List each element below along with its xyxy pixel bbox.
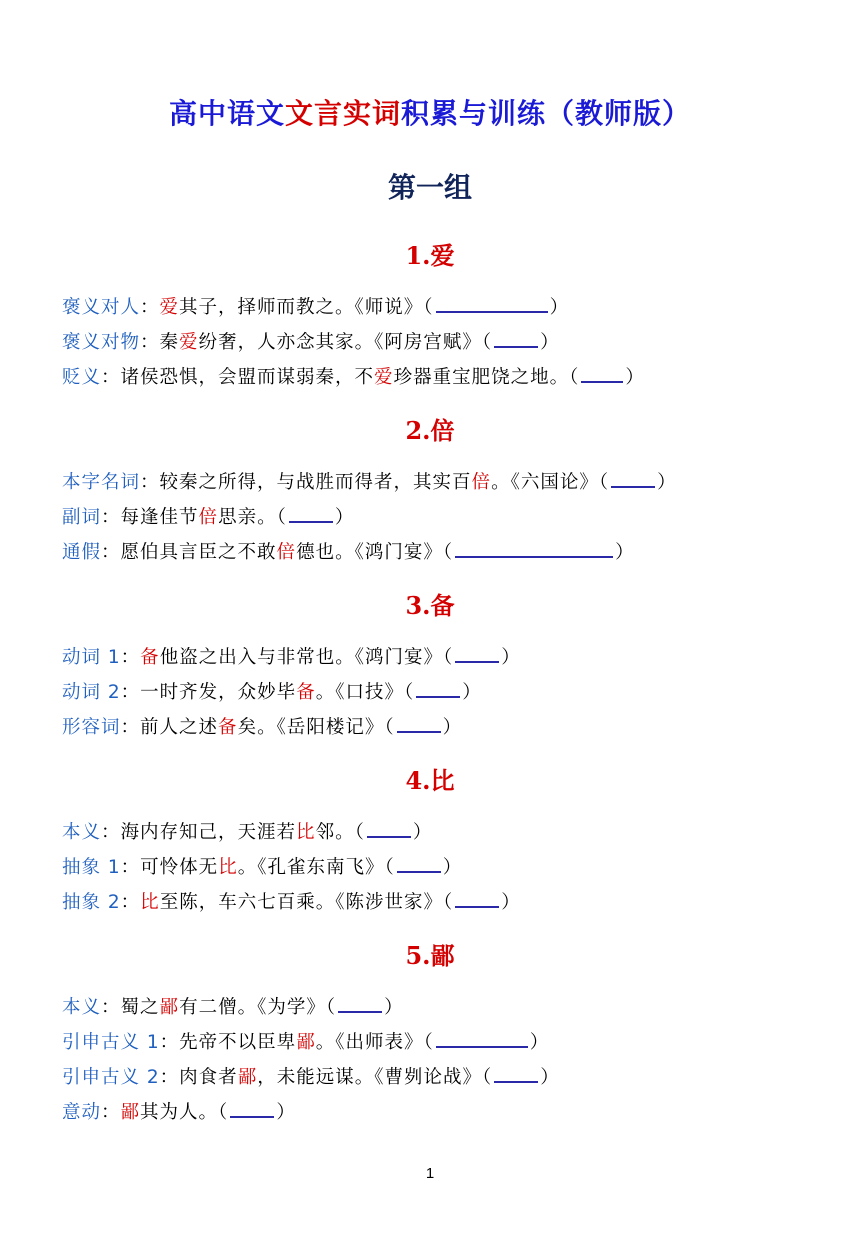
entry-label: 动词 2 (62, 682, 121, 703)
entry-text-post: 至陈，车六七百乘。《陈涉世家》（ (159, 892, 454, 913)
answer-blank[interactable] (611, 468, 655, 488)
highlight-word: 备 (218, 717, 238, 738)
highlight-word: 爱 (159, 297, 180, 318)
entry-line (62, 328, 560, 356)
entry-text-post: 其子，择师而教之。《师说》（ (179, 297, 434, 318)
colon: ： (101, 1102, 121, 1123)
entry-text-pre: 愿伯具言臣之不敢 (120, 542, 277, 563)
answer-blank[interactable] (494, 328, 538, 348)
section-head-5: 5.鄙 (405, 941, 455, 970)
close-paren: ） (529, 1032, 550, 1053)
entry-text-post: 他盗之出入与非常也。《鸿门宴》（ (159, 647, 454, 668)
entry-text-post: 其为人。（ (140, 1102, 229, 1123)
close-paren: ） (540, 1067, 560, 1088)
highlight-word: 比 (218, 857, 238, 878)
close-paren: ） (549, 297, 570, 318)
entry-text-pre: 一时齐发，众妙毕 (140, 682, 297, 703)
title-part-1: 高中语文 (168, 97, 285, 130)
close-paren: ） (442, 857, 463, 878)
highlight-word: 备 (140, 647, 160, 668)
entry-text-post: 有二僧。《为学》（ (179, 997, 337, 1018)
entry-label: 引申古义 2 (62, 1067, 160, 1088)
entry-text-pre: 诸侯恐惧，会盟而谋弱秦，不 (120, 367, 375, 388)
entry-label: 副词 (62, 507, 102, 528)
answer-blank[interactable] (494, 1063, 538, 1083)
colon: ： (101, 367, 121, 388)
entry-text-post: 矣。《岳阳楼记》（ (237, 717, 395, 738)
highlight-word: 倍 (471, 472, 492, 493)
close-paren: ） (462, 682, 482, 703)
title-part-2: 文言实词 (284, 97, 401, 130)
entry-line (62, 538, 635, 566)
entry-label: 动词 1 (62, 647, 121, 668)
highlight-word: 爱 (179, 332, 199, 353)
answer-blank[interactable] (455, 643, 499, 663)
entry-label: 抽象 2 (62, 892, 121, 913)
entry-text-post: 。《六国论》（ (491, 472, 610, 493)
colon: ： (120, 717, 141, 738)
entry-text-post: 纷奢，人亦念其家。《阿房宫赋》（ (198, 332, 493, 353)
entry-text-post: 。《出师表》（ (315, 1032, 434, 1053)
highlight-word: 比 (140, 892, 160, 913)
close-paren: ） (615, 542, 635, 563)
entry-label: 本字名词 (62, 472, 141, 493)
section-head-1: 1.爱 (405, 241, 455, 270)
entry-text-pre: 可怜体无 (140, 857, 219, 878)
colon: ： (159, 1032, 180, 1053)
close-paren: ） (276, 1102, 296, 1123)
close-paren: ） (334, 507, 355, 528)
close-paren: ） (540, 332, 560, 353)
highlight-word: 鄙 (296, 1032, 316, 1053)
highlight-word: 鄙 (159, 997, 180, 1018)
colon: ： (140, 472, 160, 493)
entry-text-pre: 每逢佳节 (120, 507, 199, 528)
section-head-2: 2.倍 (405, 416, 455, 445)
entry-label: 形容词 (62, 717, 121, 738)
entry-text-pre: 肉食者 (179, 1067, 238, 1088)
colon: ： (159, 1067, 180, 1088)
answer-blank[interactable] (581, 363, 623, 383)
entry-line (62, 888, 521, 916)
answer-blank[interactable] (455, 888, 499, 908)
entry-text-pre: 先帝不以臣卑 (179, 1032, 297, 1053)
colon: ： (120, 682, 141, 703)
highlight-word: 爱 (374, 367, 394, 388)
entry-text-post: 德也。《鸿门宴》（ (296, 542, 454, 563)
entry-text-pre: 蜀之 (120, 997, 160, 1018)
close-paren: ） (384, 997, 404, 1018)
highlight-word: 鄙 (120, 1102, 141, 1123)
close-paren: ） (501, 892, 521, 913)
answer-blank[interactable] (338, 993, 382, 1013)
entry-line (62, 713, 462, 741)
close-paren: ） (501, 647, 521, 668)
title-part-3: 积累与训练（教师版） (401, 97, 692, 130)
close-paren: ） (412, 822, 433, 843)
colon: ： (140, 297, 160, 318)
answer-blank[interactable] (416, 678, 460, 698)
entry-line (62, 1098, 296, 1126)
entry-text-pre: 前人之述 (140, 717, 219, 738)
entry-label: 通假 (62, 542, 102, 563)
close-paren: ） (657, 472, 677, 493)
entry-text-post: ，未能远谋。《曹刿论战》（ (257, 1067, 493, 1088)
colon: ： (101, 822, 121, 843)
page-number: 1 (425, 1165, 435, 1182)
colon: ： (101, 507, 121, 528)
answer-blank[interactable] (455, 538, 613, 558)
answer-blank[interactable] (436, 1028, 528, 1048)
entry-label: 抽象 1 (62, 857, 121, 878)
page-title (0, 92, 860, 132)
entry-text-pre: 海内存知己，天涯若 (120, 822, 297, 843)
entry-text-post: 思亲。（ (218, 507, 287, 528)
group-title: 第一组 (387, 171, 472, 204)
entry-text-pre: 较秦之所得，与战胜而得者，其实百 (159, 472, 472, 493)
entry-label: 褒义对人 (62, 297, 141, 318)
colon: ： (120, 857, 141, 878)
entry-line (62, 818, 432, 846)
colon: ： (120, 647, 141, 668)
entry-label: 贬义 (62, 367, 102, 388)
answer-blank[interactable] (397, 853, 441, 873)
highlight-word: 倍 (276, 542, 297, 563)
colon: ： (140, 332, 160, 353)
entry-text-post: 。《口技》（ (315, 682, 415, 703)
highlight-word: 比 (296, 822, 316, 843)
answer-blank[interactable] (289, 503, 333, 523)
entry-label: 本义 (62, 997, 102, 1018)
entry-label: 本义 (62, 822, 102, 843)
colon: ： (101, 997, 121, 1018)
section-head-3: 3.备 (405, 591, 455, 620)
entry-line (62, 363, 645, 391)
entry-line (62, 643, 521, 671)
entry-line (62, 468, 677, 496)
entry-text-post: 。《孔雀东南飞》（ (237, 857, 395, 878)
entry-label: 褒义对物 (62, 332, 141, 353)
section-head-4: 4.比 (405, 766, 455, 795)
answer-blank[interactable] (397, 713, 441, 733)
answer-blank[interactable] (436, 293, 548, 313)
entry-line (62, 1063, 560, 1091)
entry-line (62, 1028, 549, 1056)
entry-line (62, 503, 354, 531)
entry-label: 引申古义 1 (62, 1032, 160, 1053)
entry-text-post: 珍器重宝肥饶之地。（ (393, 367, 580, 388)
answer-blank[interactable] (367, 818, 411, 838)
entry-line (62, 993, 404, 1021)
entry-text-pre: 秦 (159, 332, 180, 353)
highlight-word: 鄙 (237, 1067, 258, 1088)
colon: ： (120, 892, 141, 913)
entry-line (62, 853, 462, 881)
entry-line (62, 678, 482, 706)
entry-text-post: 邻。（ (315, 822, 365, 843)
entry-label: 意动 (62, 1102, 102, 1123)
close-paren: ） (625, 367, 645, 388)
close-paren: ） (442, 717, 463, 738)
highlight-word: 备 (296, 682, 316, 703)
colon: ： (101, 542, 121, 563)
highlight-word: 倍 (198, 507, 219, 528)
entry-line (62, 293, 569, 321)
answer-blank[interactable] (230, 1098, 274, 1118)
